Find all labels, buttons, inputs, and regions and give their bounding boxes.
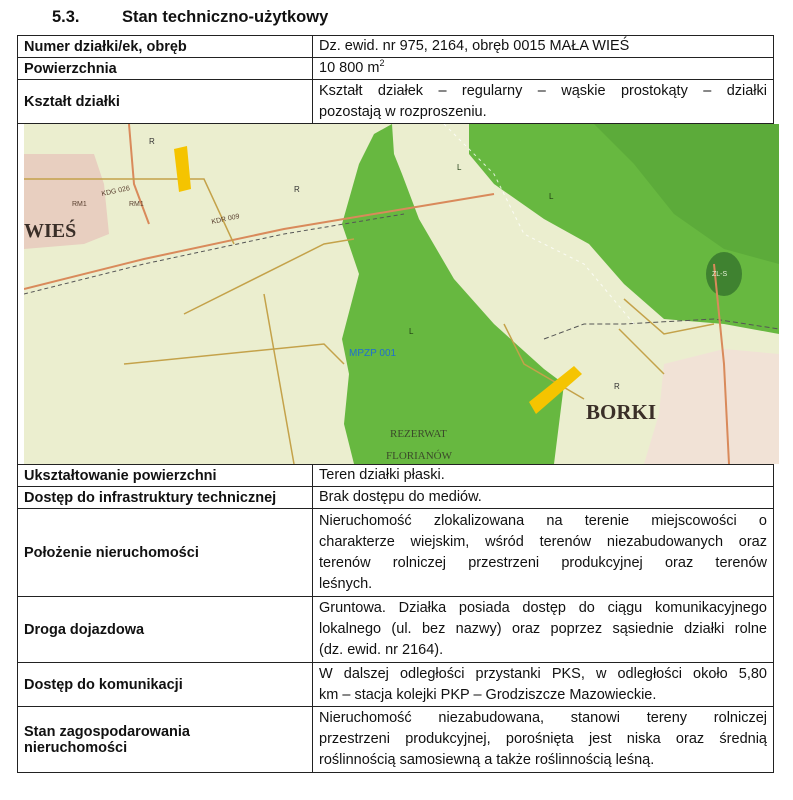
- location-label: Położenie nieruchomości: [18, 509, 313, 597]
- development-label-line: Stan zagospodarowania: [24, 723, 190, 740]
- village-east-area: [644, 349, 779, 464]
- table-row: [18, 36, 774, 58]
- zone-rm1-label: RM1: [72, 201, 87, 208]
- access-road-value: [313, 597, 774, 663]
- section-heading: [52, 2, 328, 32]
- area-label: Powierzchnia: [18, 58, 313, 80]
- development-line: roślinnością samosiewną a także roślinnością leśną.: [319, 752, 655, 768]
- shape-value: [313, 80, 774, 124]
- development-line: Nieruchomość niezabudowana, stanowi tereny rolniczej: [319, 710, 767, 726]
- zone-l-label: L: [457, 163, 462, 172]
- shape-line: pozostają w rozproszeniu.: [319, 103, 487, 120]
- zone-r-label: R: [149, 137, 155, 146]
- area-value: [313, 58, 774, 80]
- area-number: 10 800 m: [319, 60, 380, 76]
- parcel-label: Numer działki/ek, obręb: [18, 36, 313, 58]
- surface-value: Teren działki płaski.: [313, 465, 774, 487]
- development-line: przestrzeni produkcyjnej, porośnięta jest niska oraz średnią: [319, 731, 767, 747]
- location-line: charakterze wiejskim, wśród terenów niezabudowanych oraz: [319, 533, 767, 550]
- zone-l-label: L: [409, 327, 414, 336]
- zone-l-label: L: [549, 192, 554, 201]
- location-line: terenów rolniczej przestrzeni produkcyjnej oraz terenów: [319, 554, 767, 571]
- village-east-label: BORKI: [586, 400, 657, 424]
- zone-rm1-label: RM1: [129, 201, 144, 208]
- infrastructure-label: Dostęp do infrastruktury technicznej: [18, 487, 313, 509]
- table-row: [18, 465, 774, 487]
- zone-r-label: R: [294, 185, 300, 194]
- table-row: [18, 597, 774, 663]
- surface-label: Ukształtowanie powierzchni: [18, 465, 313, 487]
- road-kdr-label: KDR 009: [210, 213, 241, 226]
- section-title: Stan techniczno-użytkowy: [122, 7, 329, 26]
- infrastructure-value: Brak dostępu do mediów.: [313, 487, 774, 509]
- transport-line: W dalszej odległości przystanki PKS, w odległości około 5,80: [319, 665, 767, 682]
- zone-zl-label: ZL-S: [712, 271, 728, 278]
- reserve-label-line2: FLORIANÓW: [386, 450, 452, 462]
- table-row: [18, 80, 774, 124]
- transport-value: [313, 663, 774, 707]
- development-label: [18, 707, 313, 773]
- road-kdg-label: KDG 026: [100, 185, 131, 198]
- parcel-value: Dz. ewid. nr 975, 2164, obręb 0015 MAŁA WIEŚ: [313, 36, 774, 58]
- zoning-map: [24, 124, 779, 464]
- development-value: [313, 707, 774, 773]
- shape-line: Kształt działek – regularny – wąskie prostokąty – działki: [319, 82, 767, 99]
- access-road-line: (dz. ewid. nr 2164).: [319, 642, 444, 658]
- mpzp-label: MPZP 001: [349, 348, 397, 359]
- location-value: [313, 509, 774, 597]
- map-cell: [18, 124, 774, 465]
- table-row: [18, 58, 774, 80]
- access-road-label: Droga dojazdowa: [18, 597, 313, 663]
- location-line: Nieruchomość zlokalizowana na terenie miejscowości o: [319, 512, 767, 529]
- reserve-label-line1: REZERWAT: [390, 428, 447, 440]
- table-row: [18, 663, 774, 707]
- location-line: leśnych.: [319, 575, 373, 592]
- section-number: 5.3.: [52, 7, 80, 26]
- table-row: [18, 707, 774, 773]
- table-row: [18, 509, 774, 597]
- zone-r-label: R: [614, 382, 620, 391]
- shape-label: Kształt działki: [18, 80, 313, 124]
- access-road-line: lokalnego (ul. bez nazwy) oraz poprzez sąsiednie działki rolne: [319, 621, 767, 637]
- property-table: [17, 35, 774, 773]
- village-west-label: WIEŚ: [24, 220, 77, 242]
- transport-label: Dostęp do komunikacji: [18, 663, 313, 707]
- table-row: [18, 487, 774, 509]
- map-row: [18, 124, 774, 465]
- transport-line: km – stacja kolejki PKP – Grodziszcze Mazowieckie.: [319, 686, 657, 703]
- access-road-line: Gruntowa. Działka posiada dostęp do ciągu komunikacyjnego: [319, 600, 767, 616]
- area-unit-exponent: 2: [379, 58, 385, 69]
- development-label-line: nieruchomości: [24, 739, 128, 756]
